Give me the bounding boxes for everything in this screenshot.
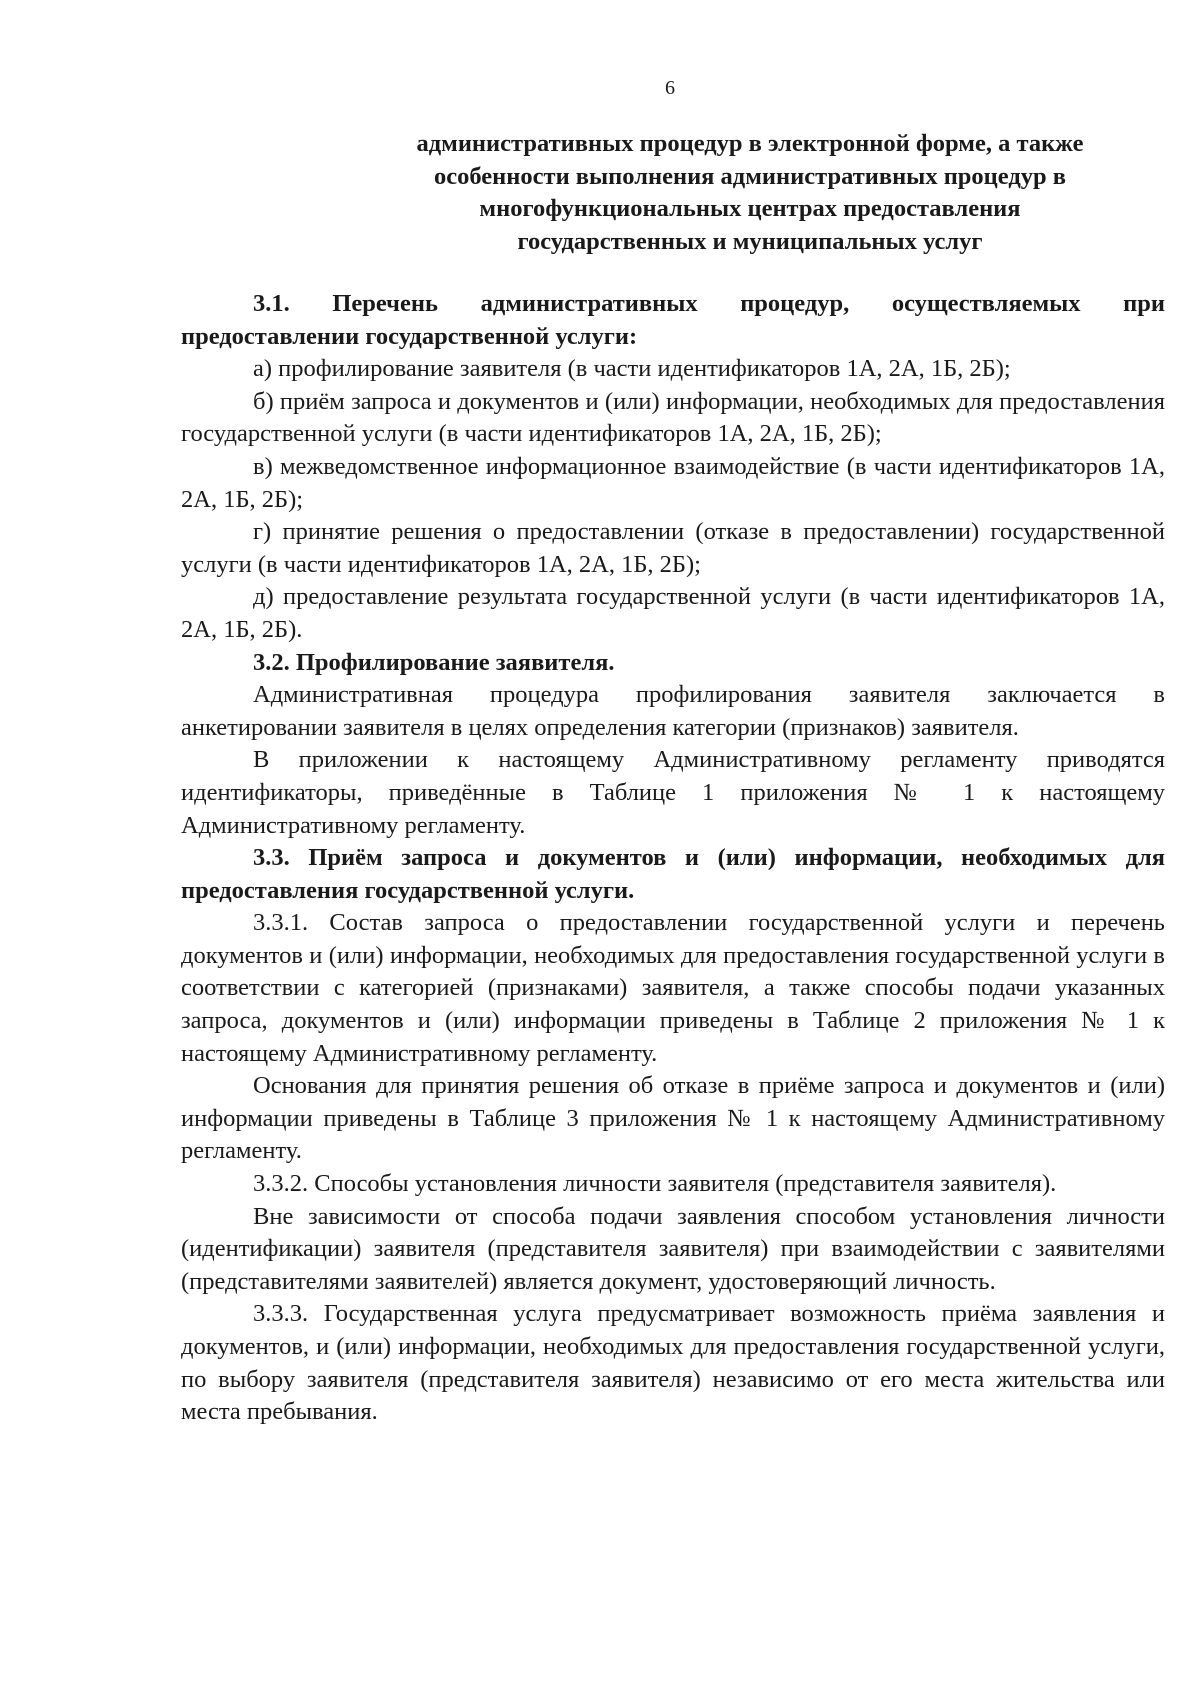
- list-item-v: в) межведомственное информационное взаимодействие (в части идентификаторов 1А, 2А, 1Б, 2Б);: [181, 452, 1165, 513]
- heading-line: административных процедур в электронной форме, а также: [416, 130, 1084, 157]
- heading-line: особенности выполнения административных процедур в: [434, 162, 1066, 190]
- section-heading: [340, 128, 1160, 258]
- section-3-1-title: 3.1. Перечень административных процедур, осуществляемых при предоставлении государственной услуги:: [181, 290, 1165, 350]
- list-item-g: г) принятие решения о предоставлении (отказе в предоставлении) государственной услуги (в части идентификаторов 1А, 2А, 1Б, 2Б);: [181, 518, 1165, 578]
- heading-line: государственных и муниципальных услуг: [517, 227, 983, 255]
- heading-line: многофункциональных центрах предоставления: [479, 195, 1021, 222]
- paragraph-3-3-2: 3.3.2. Способы установления личности заявителя (представителя заявителя).: [253, 1170, 1057, 1198]
- page-number: 6: [665, 77, 675, 99]
- paragraph: В приложении к настоящему Административному регламенту приводятся идентификаторы, приведённые в Таблице 1 приложения № 1 к настоящему Административному регламенту.: [181, 746, 1165, 839]
- paragraph: Основания для принятия решения об отказе в приёме запроса и документов и (или) информации приведены в Таблице 3 приложения № 1 к настоящему Административному регламенту.: [181, 1072, 1165, 1165]
- list-item-d: д) предоставление результата государственной услуги (в части идентификаторов 1А, 2А, 1Б, 2Б).: [181, 583, 1165, 643]
- paragraph-3-3-3: 3.3.3. Государственная услуга предусматривает возможность приёма заявления и документов, и (или) информации, необходимых для предоставления государственной услуги, по выбору заявителя (представителя заявителя) независимо от его места жительства или места пребывания.: [181, 1300, 1165, 1426]
- section-3-2-title: 3.2. Профилирование заявителя.: [253, 648, 615, 676]
- document-body: [181, 288, 1165, 1429]
- list-item-b: б) приём запроса и документов и (или) информации, необходимых для предоставления государственной услуги (в части идентификаторов 1А, 2А, 1Б, 2Б);: [181, 387, 1165, 448]
- paragraph-3-3-1: 3.3.1. Состав запроса о предоставлении государственной услуги и перечень документов и (или) информации, необходимых для предоставления государственной услуги в соответствии с категорией (признаками) заявителя, а также способы подачи указанных запроса, документов и (или) информации приведены в Таблице 2 приложения № 1 к настоящему Административному регламенту.: [181, 909, 1165, 1067]
- list-item-a: а) профилирование заявителя (в части идентификаторов 1А, 2А, 1Б, 2Б);: [253, 355, 1011, 383]
- section-3-3-title: 3.3. Приём запроса и документов и (или) информации, необходимых для предоставления государственной услуги.: [181, 844, 1165, 904]
- paragraph: Административная процедура профилирования заявителя заключается в анкетировании заявителя в целях определения категории (признаков) заявителя.: [181, 681, 1165, 741]
- paragraph: Вне зависимости от способа подачи заявления способом установления личности (идентификации) заявителя (представителя заявителя) при взаимодействии с заявителями (представителями заявителей) является документ, удостоверяющий личность.: [181, 1202, 1165, 1295]
